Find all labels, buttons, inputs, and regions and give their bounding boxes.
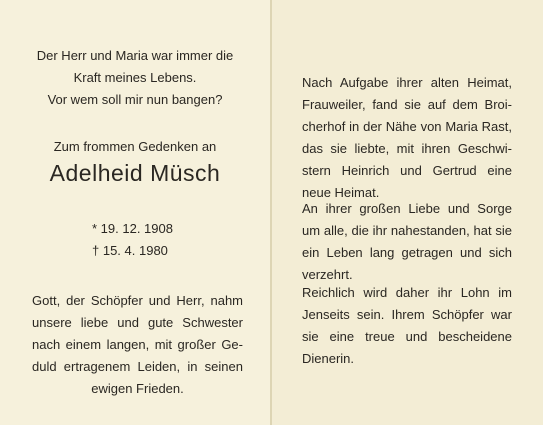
verse-line: Kraft meines Lebens. — [73, 70, 197, 85]
closing-line: nach einem langen, mit großer Ge- — [32, 337, 243, 352]
closing-line: unsere liebe und gute Schwester — [32, 315, 243, 330]
paragraph-love — [302, 198, 512, 286]
right-panel — [272, 0, 543, 425]
left-panel — [0, 0, 270, 425]
paragraph-line: ein Leben lang getragen und sich — [302, 245, 512, 260]
verse-block — [0, 45, 270, 111]
deceased-name: Adelheid Müsch — [49, 160, 221, 186]
paragraph-line: um alle, die ihr nahestanden, hat sie — [302, 223, 512, 238]
paragraph-homeland — [302, 72, 512, 204]
memorial-intro: Zum frommen Gedenken an — [53, 139, 217, 154]
closing-paragraph — [32, 290, 243, 400]
closing-line: Gott, der Schöpfer und Herr, nahm — [32, 293, 243, 308]
paragraph-line: Dienerin. — [302, 351, 355, 366]
paragraph-line: Frauweiler, fand sie auf dem Broi- — [302, 97, 512, 112]
paragraph-line: Nach Aufgabe ihrer alten Heimat, — [302, 75, 512, 90]
paragraph-line: cherhof in der Nähe von Maria Rast, — [302, 119, 512, 134]
closing-line: ewigen Frieden. — [91, 381, 184, 396]
paragraph-line: sie eine treue und bescheidene — [302, 329, 512, 344]
paragraph-reward — [302, 282, 512, 370]
paragraph-line: An ihrer großen Liebe und Sorge — [302, 201, 512, 216]
paragraph-line: Reichlich wird daher ihr Lohn im — [302, 285, 512, 300]
verse-line: Der Herr und Maria war immer die — [36, 48, 234, 63]
paragraph-line: neue Heimat. — [302, 185, 380, 200]
paragraph-line: Jenseits sein. Ihrem Schöpfer war — [302, 307, 512, 322]
death-date: † 15. 4. 1980 — [92, 243, 168, 258]
paragraph-line: stern Heinrich und Gertrud eine — [302, 163, 512, 178]
paragraph-line: das sie liebte, mit ihren Geschwi- — [302, 141, 512, 156]
paragraph-line: verzehrt. — [302, 267, 353, 282]
closing-line: duld ertragenem Leiden, in seinen — [32, 359, 243, 374]
verse-line: Vor wem soll mir nun bangen? — [47, 92, 223, 107]
birth-date: * 19. 12. 1908 — [92, 221, 173, 236]
